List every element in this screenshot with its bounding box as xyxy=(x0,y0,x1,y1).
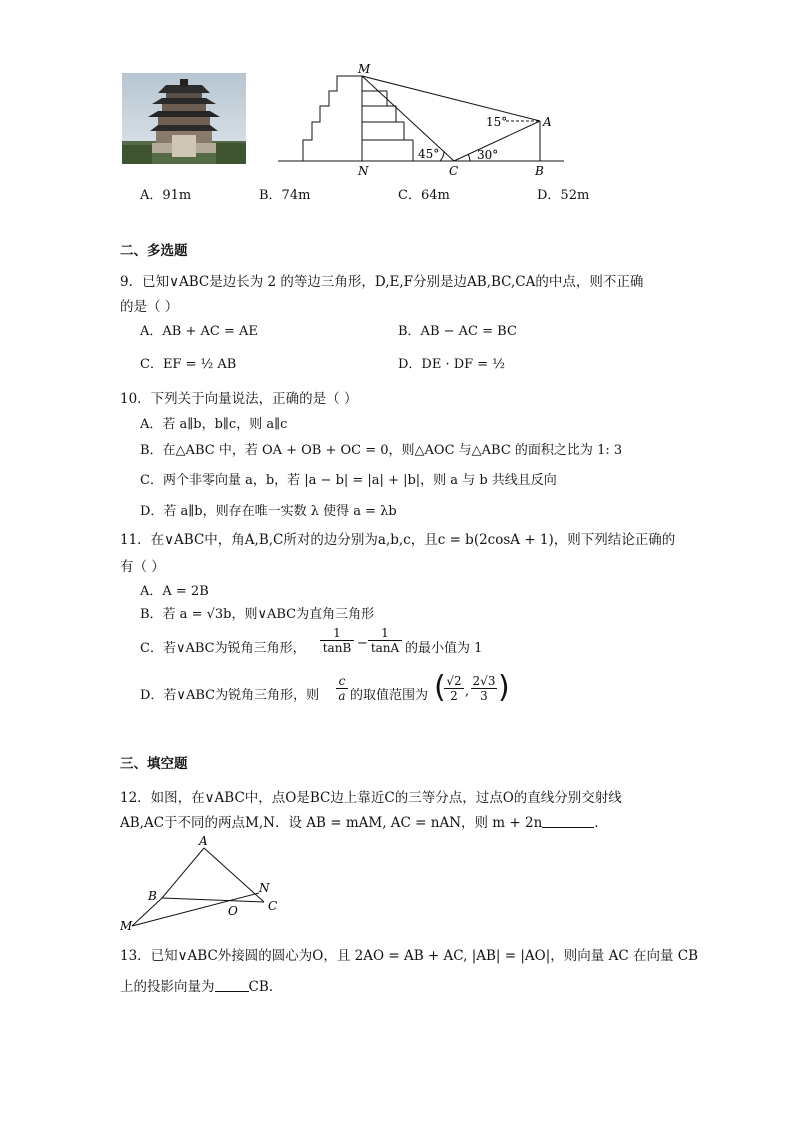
q8-option-a: A．91m xyxy=(140,188,192,203)
q11-optd-r2-den: 3 xyxy=(480,689,488,703)
q13-stem-line2-end: CB. xyxy=(248,979,274,995)
label-M: M xyxy=(358,62,371,76)
fig12-label-O: O xyxy=(228,904,238,918)
q11-optc-frac2 xyxy=(368,626,402,655)
q9-option-d: D．DE · DF = ½ xyxy=(398,357,505,372)
q9-option-c: C．EF = ½ AB xyxy=(140,357,237,372)
q8-option-c: C．64m xyxy=(398,188,450,203)
q11-optc-frac1-num: 1 xyxy=(320,626,354,641)
q11-optc-prefix: C．若∨ABC为锐角三角形， xyxy=(140,641,306,656)
label-angle15: 15° xyxy=(486,115,508,129)
label-N: N xyxy=(358,164,369,178)
triangle-figure xyxy=(118,832,288,934)
q11-option-b: B．若 a = √3b，则∨ABC为直角三角形 xyxy=(140,607,375,622)
fig12-label-C: C xyxy=(268,899,278,913)
q11-optd-r1-den: 2 xyxy=(450,689,458,703)
label-B: B xyxy=(535,164,544,178)
q11-optc-frac2-den: tanA xyxy=(370,641,400,655)
q13-answer-blank[interactable] xyxy=(215,979,249,992)
q13-stem-line2 xyxy=(120,975,273,995)
q11-optc-frac2-num: 1 xyxy=(368,626,402,641)
q9-stem-line1: 9．已知∨ABC是边长为 2 的等边三角形，D,E,F分别是边AB,BC,CA的中点，则不正确 xyxy=(120,274,644,290)
label-angle30: 30° xyxy=(477,148,499,162)
q11-optc-suffix: 的最小值为 1 xyxy=(405,641,483,656)
q10-option-b: B．在△ABC 中，若 OA + OB + OC = 0，则△AOC 与△ABC 的面积之比为 1: 3 xyxy=(140,443,623,458)
fig12-label-N: N xyxy=(259,881,270,895)
q13-stem-line1: 13．已知∨ABC外接圆的圆心为O，且 2AO = AB + AC, |AB| = |AO|，则向量 AC 在向量 CB xyxy=(120,948,698,964)
q11-optd-r1 xyxy=(444,674,464,703)
q11-optd-paren-close: ) xyxy=(498,670,510,705)
q11-optd-frac-num: c xyxy=(336,674,348,689)
q12-answer-blank[interactable] xyxy=(542,815,594,828)
q10-option-d: D．若 a∥b，则存在唯一实数 λ 使得 a = λb xyxy=(140,504,397,519)
q13-stem-line2-text: 上的投影向量为 xyxy=(120,979,215,995)
q11-optd-r1-num: √2 xyxy=(444,674,464,689)
fig12-label-A: A xyxy=(199,834,208,848)
q11-stem-line1: 11．在∨ABC中，角A,B,C所对的边分别为a,b,c，且c = b(2cosA + 1)，则下列结论正确的 xyxy=(120,532,676,548)
q11-optc-minus: − xyxy=(357,636,368,651)
section-fill-in-heading: 三、填空题 xyxy=(120,756,188,772)
section-multiple-choice-heading: 二、多选题 xyxy=(120,243,188,259)
q8-option-b: B．74m xyxy=(259,188,311,203)
q12-stem-line1: 12．如图，在∨ABC中，点O是BC边上靠近C的三等分点，过点O的直线分别交射线 xyxy=(120,790,622,806)
label-angle45: 45° xyxy=(418,147,440,161)
q11-optd-comma: , xyxy=(465,684,470,699)
label-C: C xyxy=(449,164,459,178)
q11-optd-mid: 的取值范围为 xyxy=(350,688,429,703)
q11-optd-r2-num: 2√3 xyxy=(472,674,496,688)
q9-stem-line2: 的是（ ） xyxy=(120,299,179,315)
tower-geometry-figure xyxy=(278,62,568,180)
fig12-label-M: M xyxy=(120,919,133,933)
q12-stem-line2-text: AB,AC于不同的两点M,N．设 AB = mAM, AC = nAN，则 m + 2n xyxy=(120,815,543,831)
q11-optc-frac1-den: tanB xyxy=(322,641,352,655)
q11-optd-frac-den: a xyxy=(338,689,346,703)
q11-optd-prefix: D．若∨ABC为锐角三角形，则 xyxy=(140,688,320,703)
q11-optd-frac xyxy=(336,674,348,703)
q11-optd-r2 xyxy=(471,674,497,703)
q12-stem-line2-end: . xyxy=(594,815,599,831)
tower-photo xyxy=(122,73,246,164)
label-A: A xyxy=(543,115,552,129)
q12-stem-line2 xyxy=(120,811,599,831)
q9-option-b: B．AB − AC = BC xyxy=(398,324,517,339)
q10-stem: 10．下列关于向量说法，正确的是（ ） xyxy=(120,391,358,407)
q8-option-d: D．52m xyxy=(537,188,590,203)
fig12-label-B: B xyxy=(148,889,157,903)
q11-stem-line2: 有（ ） xyxy=(120,559,165,575)
q10-option-a: A．若 a∥b，b∥c，则 a∥c xyxy=(140,417,288,432)
q11-optc-frac1 xyxy=(320,626,354,655)
q11-option-a: A．A = 2B xyxy=(140,584,209,599)
q11-optd-paren-open: ( xyxy=(434,670,446,705)
q10-option-c: C．两个非零向量 a，b，若 |a − b| = |a| + |b|，则 a 与 b 共线且反向 xyxy=(140,473,557,488)
q9-option-a: A．AB + AC = AE xyxy=(140,324,258,339)
